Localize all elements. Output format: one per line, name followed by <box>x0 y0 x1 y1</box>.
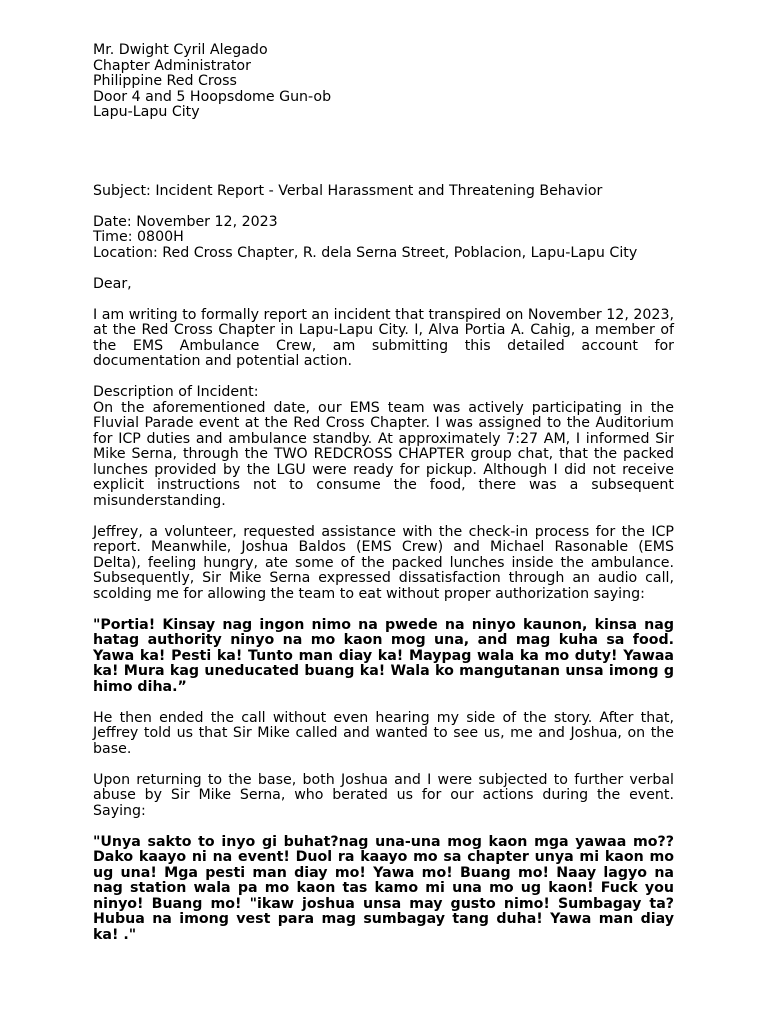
recipient-name: Mr. Dwight Cyril Alegado <box>93 42 268 58</box>
description-paragraph: On the aforementioned date, our EMS team was actively participating in the Fluvial Parade event at the Red Cross Chapter. I was assigned to the Auditorium for ICP duties and ambulance standby. At approximately 7:27 AM, I informed Sir Mike Serna, through the TWO REDCROSS CHAPTER group chat, that the packed lunches provided by the LGU were ready for pickup. Although I did not receive explicit instructions not to consume the food, there was a subsequent misunderstanding. <box>93 399 674 509</box>
recipient-street: Door 4 and 5 Hoopsdome Gun-ob <box>93 88 332 105</box>
subject-line: Subject: Incident Report - Verbal Harassment and Threatening Behavior <box>93 182 603 199</box>
incident-location: Location: Red Cross Chapter, R. dela Serna Street, Poblacion, Lapu-Lapu City <box>93 244 638 261</box>
intro-paragraph: I am writing to formally report an incident that transpired on November 12, 2023, at the Red Cross Chapter in Lapu-Lapu City. I, Alva Portia A. Cahig, a member of the EMS Ambulance Crew, am submitting this detailed account for documentation and potential action. <box>93 306 674 369</box>
incident-time: Time: 0800H <box>93 229 184 245</box>
paragraph-two: Jeffrey, a volunteer, requested assistance with the check-in process for the ICP report. Meanwhile, Joshua Baldos (EMS Crew) and Michael Rasonable (EMS Delta), feeling hungry, ate some of the packed lunches inside the ambulance. Subsequently, Sir Mike Serna expressed dissatisfaction through an audio call, scolding me for allowing the team to eat without proper authorization saying: <box>93 523 674 602</box>
recipient-city: Lapu-Lapu City <box>93 104 200 120</box>
recipient-title: Chapter Administrator <box>93 57 251 74</box>
salutation: Dear, <box>93 275 132 292</box>
description-heading: Description of Incident: <box>93 384 259 400</box>
incident-date: Date: November 12, 2023 <box>93 213 278 230</box>
paragraph-four: Upon returning to the base, both Joshua and I were subjected to further verbal abuse by Sir Mike Serna, who berated us for our actions during the event. Saying: <box>93 771 674 819</box>
letter-page <box>93 43 674 943</box>
quote-two: "Unya sakto to inyo gi buhat?nag una-una mog kaon mga yawaa mo?? Dako kaayo ni na event! Duol ra kaayo mo sa chapter unya mi kaon mo ug una! Mga pesti man diay mo! Yawa mo! Buang mo! Naay lagyo na nag station wala pa mo kaon tas kamo mi una mo ug kaon! Fuck you ninyo! Buang mo! "ikaw joshua unsa may gusto nimo! Sumbagay ta? Hubua na imong vest para mag sumbagay tang duha! Yawa man diay ka! ." <box>93 833 674 943</box>
recipient-address-block <box>93 43 674 121</box>
paragraph-three: He then ended the call without even hearing my side of the story. After that, Jeffrey told us that Sir Mike called and wanted to see us, me and Joshua, on the base. <box>93 709 674 757</box>
recipient-organization: Philippine Red Cross <box>93 73 237 89</box>
incident-meta-block <box>93 215 674 262</box>
quote-one: "Portia! Kinsay nag ingon nimo na pwede na ninyo kaunon, kinsa nag hatag authority ninyo na mo kaon mog una, and mag kuha sa food. Yawa ka! Pesti ka! Tunto man diay ka! Maypag wala ka mo duty! Yawaa ka! Mura kag uneducated buang ka! Wala ko mangutanan unsa imong g himo diha.” <box>93 616 674 695</box>
